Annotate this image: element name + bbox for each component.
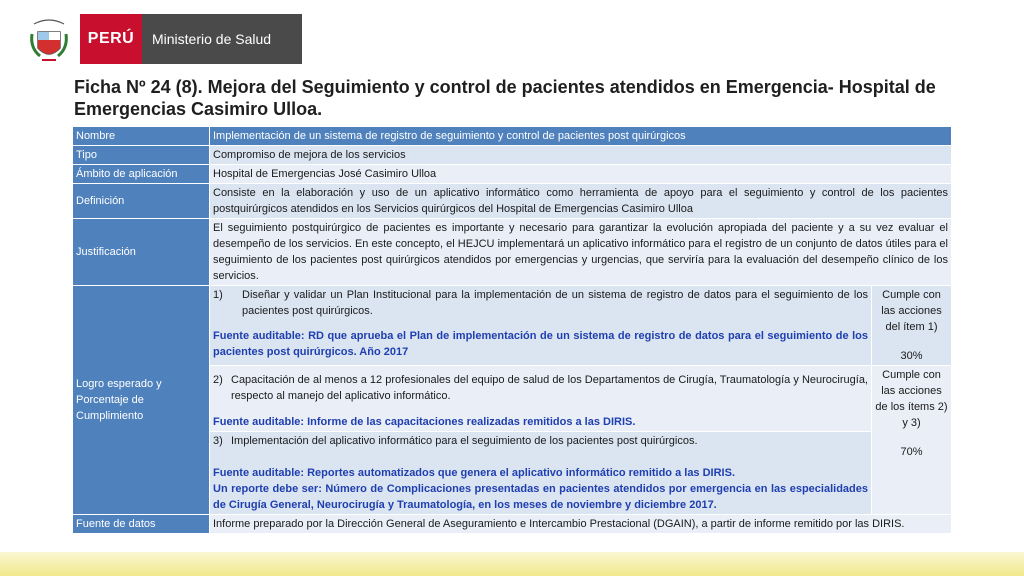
ambito-value: Hospital de Emergencias José Casimiro Ulloa — [210, 165, 952, 184]
item-2-number: 2) — [213, 374, 223, 386]
logro-item-2 — [210, 366, 872, 432]
page-title: Ficha Nº 24 (8). Mejora del Seguimiento y control de pacientes atendidos en Emergencia- Hospital de Emergencias Casimiro Ulloa. — [74, 77, 936, 119]
footer-band — [0, 552, 1024, 576]
tipo-value: Compromiso de mejora de los servicios — [210, 146, 952, 165]
item-1-text: Diseñar y validar un Plan Institucional para la implementación de un sistema de registro de datos para el seguimiento de los pacientes post quirúrgicos. — [242, 289, 868, 317]
logro-label: Logro esperado y Porcentaje de Cumplimiento — [73, 286, 210, 515]
coat-of-arms-icon — [28, 14, 70, 66]
item-1-cumple-cell — [872, 286, 952, 366]
item-3-number: 3) — [213, 435, 223, 447]
item-2-source: Fuente auditable: Informe de las capacitaciones realizadas remitidos a las DIRIS. — [213, 416, 636, 428]
row-definicion — [73, 184, 952, 219]
definicion-label: Definición — [73, 184, 210, 219]
header — [28, 14, 302, 66]
fuente-label: Fuente de datos — [73, 515, 210, 534]
nombre-label: Nombre — [73, 127, 210, 146]
row-tipo — [73, 146, 952, 165]
item-2-percent: 70% — [900, 446, 923, 458]
tipo-label: Tipo — [73, 146, 210, 165]
ministry-label: Ministerio de Salud — [142, 14, 302, 64]
definicion-value: Consiste en la elaboración y uso de un aplicativo informático como herramienta de apoyo para el seguimiento y control de los pacientes postquirúrgicos atendidos en los Servicios quirúrgicos del Hospital de Emergencias Casimiro Ulloa — [210, 184, 952, 219]
country-label: PERÚ — [80, 14, 142, 64]
item-2-cumple: Cumple con las acciones de los ítems 2) y 3) — [875, 369, 948, 429]
nombre-value: Implementación de un sistema de registro de seguimiento y control de pacientes post quirúrgicos — [210, 127, 952, 146]
item-2-text: Capacitación de al menos a 12 profesionales del equipo de salud de los Departamentos de Cirugía, Traumatología y Neurocirugía, respecto al manejo del aplicativo informático. — [231, 374, 868, 402]
item-1-cumple: Cumple con las acciones del ítem 1) — [881, 289, 942, 333]
logro-item-3 — [210, 432, 872, 515]
logro-item-1 — [210, 286, 872, 366]
item-1-number: 1) — [213, 289, 223, 301]
item-1-source: Fuente auditable: RD que aprueba el Plan de implementación de un sistema de registro de datos para el seguimiento de los pacientes post quirúrgicos. Año 2017 — [213, 330, 868, 358]
justificacion-label: Justificación — [73, 219, 210, 286]
justificacion-value: El seguimiento postquirúrgico de pacientes es importante y necesario para garantizar la evolución apropiada del paciente y a su vez evaluar el desempeño de los servicios. En este concepto, el HEJCU implementará un aplicativo informático para el registro de un conjunto de datos útiles para el seguimiento de los pacientes post quirúrgicos atendidos por emergencias y urgencias, que serviría para la evaluación del desempeño clínico de los servicios. — [210, 219, 952, 286]
item-2-cumple-cell — [872, 366, 952, 515]
row-fuente — [73, 515, 952, 534]
item-3-source-2: Un reporte debe ser: Número de Complicaciones presentadas en pacientes atendidos por emergencia en las especialidades de Cirugía General, Neurocirugía y Traumatología, en los meses de noviembre y diciembre 2017. — [213, 483, 868, 511]
row-logro-1 — [73, 286, 952, 366]
ficha-table — [72, 126, 952, 534]
row-ambito — [73, 165, 952, 184]
item-1-percent: 30% — [900, 350, 923, 362]
item-3-source: Fuente auditable: Reportes automatizados que genera el aplicativo informático remitido a las DIRIS. — [213, 467, 736, 479]
row-nombre — [73, 127, 952, 146]
ambito-label: Ámbito de aplicación — [73, 165, 210, 184]
fuente-value: Informe preparado por la Dirección General de Aseguramiento e Intercambio Prestacional (DGAIN), a partir de informe remitido por las DIRIS. — [210, 515, 952, 534]
row-justificacion — [73, 219, 952, 286]
item-3-text: Implementación del aplicativo informático para el seguimiento de los pacientes post quirúrgicos. — [231, 435, 698, 447]
